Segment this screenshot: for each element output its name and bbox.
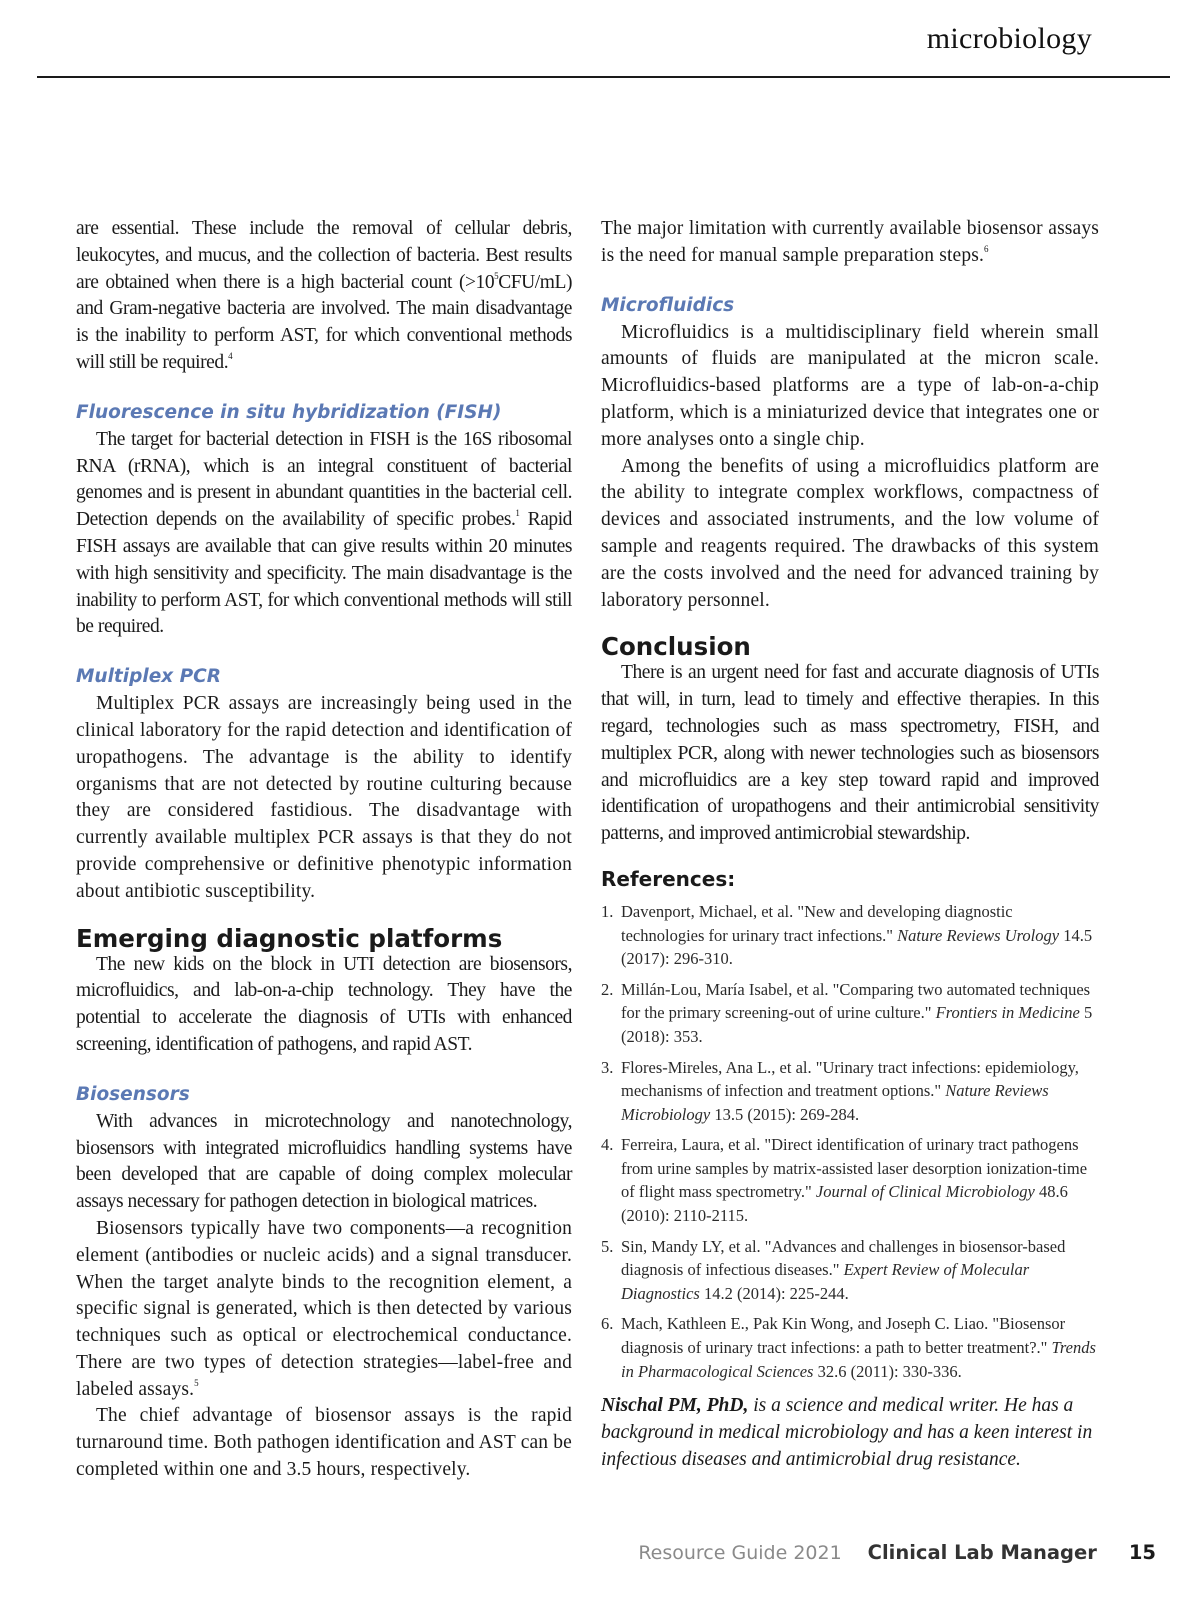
references-list xyxy=(601,900,1099,1383)
right-column xyxy=(601,216,1099,1474)
multiplex-pcr-paragraph: Multiplex PCR assays are increasingly being used in the clinical laboratory for the rapid detection and identification of uropathogens. The advantage is the ability to identify organisms that are not detected by routine culturing because they are considered fastidious. The disadvantage with currently available multiplex PCR assays is that they do not provide comprehensive or definitive phenotypic information about antibiotic susceptibility. xyxy=(76,693,572,902)
microfluidics-paragraph-2: Among the benefits of using a microfluidics platform are the ability to integrate complex workflows, compactness of devices and associated instruments, and the low volume of sample and reagents required. The drawbacks of this system are the costs involved and the need for advanced training by laboratory personnel. xyxy=(601,455,1099,611)
fish-paragraph: The target for bacterial detection in FISH is the 16S ribosomal RNA (rRNA), which is an integral constituent of bacterial genomes and is present in abundant quantities in the bacterial cell. Detection depends on the availability of specific probes.$^1$ Rapid FISH assays are available that can give results within 20 minutes with high sensitivity and specificity. The main disadvantage is the inability to perform AST, for which conventional methods will still be required. xyxy=(76,428,572,638)
right-intro-paragraph: The major limitation with currently available biosensor assays is the need for manual sample preparation steps.$^6$ xyxy=(601,218,1099,266)
reference-item: 5. Sin, Mandy LY, et al. "Advances and challenges in biosensor-based diagnosis of infectious diseases." Expert Review of Molecular Diagnostics 14.2 (2014): 225-244. xyxy=(601,1236,1066,1303)
reference-item: 3. Flores-Mireles, Ana L., et al. "Urinary tract infections: epidemiology, mechanisms of infection and treatment options." Nature Reviews Microbiology 13.5 (2015): 269-284. xyxy=(601,1057,1079,1124)
multiplex-pcr-heading: Multiplex PCR xyxy=(76,666,221,688)
magazine-title: Clinical Lab Manager xyxy=(867,1541,1097,1564)
conclusion-heading: Conclusion xyxy=(601,632,751,662)
left-column xyxy=(76,216,572,1484)
section-label: microbiology xyxy=(926,22,1092,55)
biosensors-paragraph-2: Biosensors typically have two components—a recognition element (antibodies or nucleic acids) and a signal transducer. When the target analyte binds to the recognition element, a specific signal is generated, which is then detected by various techniques such as optical or electrochemical conductance. There are two types of detection strategies—label-free and labeled assays.$^5$ xyxy=(76,1217,572,1400)
emerging-platforms-paragraph: The new kids on the block in UTI detection are biosensors, microfluidics, and lab-on-a-chip technology. They have the potential to accelerate the diagnosis of UTIs with enhanced screening, identification of pathogens, and rapid AST. xyxy=(76,953,572,1055)
page-footer xyxy=(638,1541,1156,1564)
reference-item: 2. Millán-Lou, María Isabel, et al. "Comparing two automated techniques for the primary screening-out of urine culture." Frontiers in Medicine 5 (2018): 353. xyxy=(601,979,1093,1046)
reference-item: 4. Ferreira, Laura, et al. "Direct identification of urinary tract pathogens from urine samples by matrix-assisted laser desorption ionization-time of flight mass spectrometry." Journal of Clinical Microbiology 48.6 (2010): 2110-2115. xyxy=(601,1135,1088,1226)
emerging-platforms-heading: Emerging diagnostic platforms xyxy=(76,923,503,953)
microfluidics-paragraph-1: Microfluidics is a multidisciplinary field wherein small amounts of fluids are manipulated at the micron scale. Microfluidics-based platforms are a type of lab-on-a-chip platform, which is a miniaturized device that integrates one or more analyses onto a single chip. xyxy=(601,321,1099,450)
author-bio: Nischal PM, PhD, is a science and medical writer. He has a background in medical microbiology and has a keen interest in infectious diseases and antimicrobial drug resistance. xyxy=(601,1395,1093,1470)
page-number: 15 xyxy=(1128,1541,1156,1564)
reference-item: 6. Mach, Kathleen E., Pak Kin Wong, and Joseph C. Liao. "Biosensor diagnosis of urinary tract infections: a path to better treatment?." Trends in Pharmacological Sciences 32.6 (2011): 330-336. xyxy=(601,1314,1096,1381)
intro-paragraph: are essential. These include the removal of cellular debris, leukocytes, and mucus, and the collection of bacteria. Best results are obtained when there is a high bacterial count $(>10^5CFU/mL)$ and Gram-negative bacteria are involved. The main disadvantage is the inability to perform AST, for which conventional methods will still be required.$^4$ xyxy=(76,218,572,373)
references-heading: References: xyxy=(601,866,736,891)
biosensors-paragraph-1: With advances in microtechnology and nanotechnology, biosensors with integrated microfluidics handling systems have been developed that are capable of doing complex molecular assays necessary for pathogen detection in biological matrices. xyxy=(76,1110,572,1213)
header-rule xyxy=(37,76,1170,78)
biosensors-heading: Biosensors xyxy=(76,1083,190,1105)
conclusion-paragraph: There is an urgent need for fast and accurate diagnosis of UTIs that will, in turn, lead to timely and effective therapies. In this regard, technologies such as mass spectrometry, FISH, and multiplex PCR, along with newer technologies such as biosensors and microfluidics are a key step toward rapid and improved identification of uropathogens and their antimicrobial sensitivity patterns, and improved antimicrobial stewardship. xyxy=(601,662,1099,845)
microfluidics-heading: Microfluidics xyxy=(601,294,735,316)
resource-guide-label: Resource Guide 2021 xyxy=(638,1542,842,1564)
fish-heading: Fluorescence in situ hybridization (FISH) xyxy=(76,401,502,423)
biosensors-paragraph-3: The chief advantage of biosensor assays is the rapid turnaround time. Both pathogen identification and AST can be completed within one and 3.5 hours, respectively. xyxy=(76,1405,572,1481)
reference-item: 1. Davenport, Michael, et al. "New and developing diagnostic technologies for urinary tract infections." Nature Reviews Urology 14.5 (2017): 296-310. xyxy=(601,901,1093,969)
